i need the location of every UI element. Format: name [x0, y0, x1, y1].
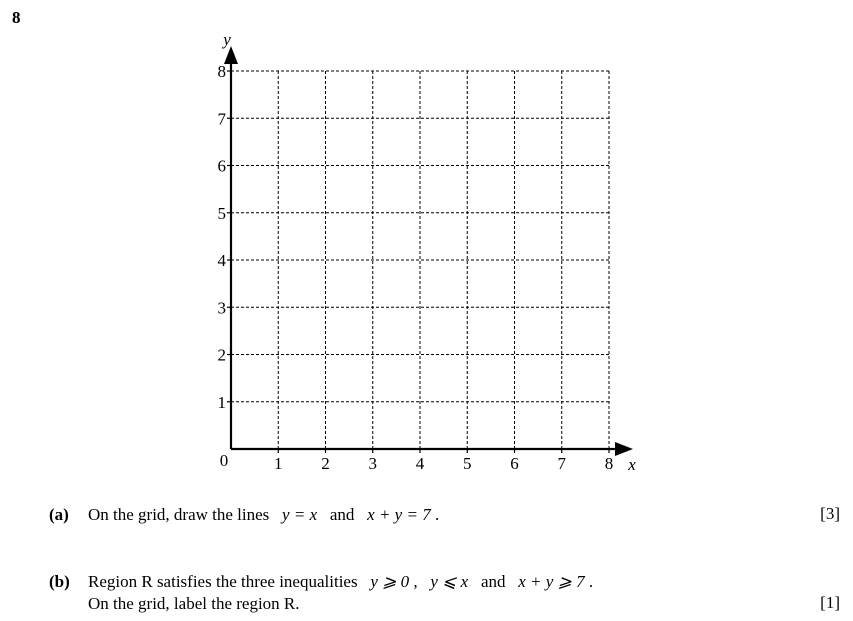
part-b-instruction: Region R satisfies the three inequalities: [88, 572, 358, 591]
part-b-text: [88, 571, 593, 593]
y-tick-label: 3: [217, 298, 226, 318]
y-tick-label: 4: [217, 251, 226, 270]
x-axis-label: x: [628, 455, 636, 474]
x-tick-label: 2: [321, 454, 330, 473]
part-b-marks: [1]: [820, 593, 840, 612]
x-tick-label: 6: [510, 454, 519, 473]
origin-label: 0: [219, 451, 229, 470]
part-b-comma: ,: [413, 572, 418, 591]
part-b-label: (b): [49, 572, 70, 591]
y-tick-label: 1: [217, 392, 226, 412]
x-tick-label: 5: [463, 454, 472, 473]
line-equation-1: y = x: [282, 505, 318, 524]
x-axis-arrow: [615, 442, 633, 456]
question-number: 8: [12, 8, 21, 27]
part-a-text: [88, 504, 439, 526]
axes: [224, 46, 633, 456]
y-tick-label: 6: [217, 156, 226, 176]
inequality-2: y ⩽ x: [430, 572, 469, 591]
y-axis-label: y: [223, 30, 231, 49]
y-tick-label: 5: [217, 203, 226, 223]
part-a-and: and: [329, 505, 355, 524]
x-tick-label: 7: [557, 454, 566, 473]
part-a-label: (a): [49, 505, 69, 524]
tick-marks: [227, 71, 609, 453]
y-tick-label: 8: [217, 62, 226, 81]
x-tick-label: 8: [604, 454, 614, 473]
x-tick-label: 3: [368, 454, 377, 473]
y-tick-label: 7: [217, 109, 226, 129]
inequality-3: x + y ⩾ 7: [518, 572, 585, 591]
part-a-instruction: On the grid, draw the lines: [88, 505, 270, 524]
part-b-label-instruction: On the grid, label the region R.: [88, 594, 300, 613]
tick-labels: [218, 62, 614, 473]
inequality-1: y ⩾ 0: [370, 572, 410, 591]
part-b-period: .: [588, 572, 594, 591]
line-equation-2: x + y = 7: [367, 505, 431, 524]
part-a-marks: [3]: [820, 504, 840, 523]
x-tick-label: 4: [415, 454, 425, 473]
x-tick-label: 1: [274, 454, 283, 473]
part-a-period: .: [434, 505, 440, 524]
part-b-and: and: [480, 572, 506, 591]
grid-lines: [231, 71, 609, 449]
y-tick-label: 2: [217, 345, 226, 365]
